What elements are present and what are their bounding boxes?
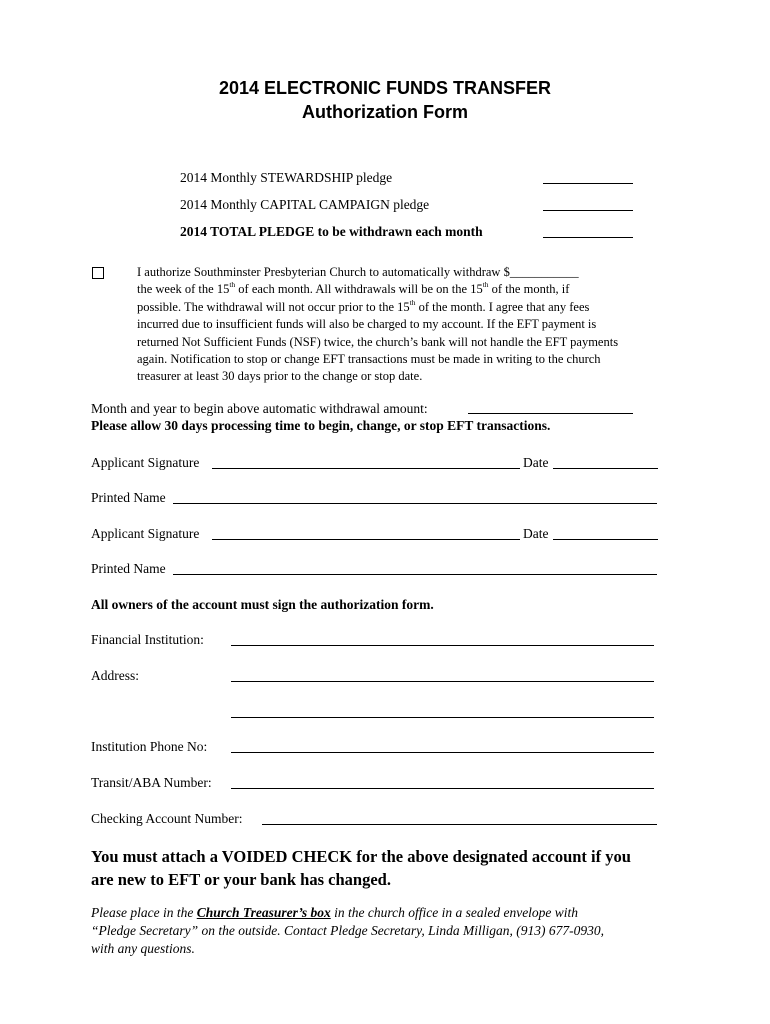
start-month-label: Month and year to begin above automatic withdrawal amount: <box>91 401 428 416</box>
checking-account-field[interactable] <box>262 824 657 825</box>
capital-pledge-label: 2014 Monthly CAPITAL CAMPAIGN pledge <box>180 197 430 212</box>
instructions <box>91 904 711 958</box>
applicant-signature-field[interactable] <box>212 539 520 540</box>
date-field[interactable] <box>553 539 658 540</box>
stewardship-pledge-field[interactable] <box>543 183 633 184</box>
voided-check-line: You must attach a VOIDED CHECK for the above designated account if you <box>91 847 631 866</box>
address-field-line2[interactable] <box>231 717 654 718</box>
authorization-line: possible. The withdrawal will not occur prior to the 15th of the month. I agree that any fees <box>137 297 590 314</box>
form-title: 2014 ELECTRONIC FUNDS TRANSFER <box>218 78 552 98</box>
instructions-line: Please place in the Church Treasurer’s box in the church office in a sealed envelope with <box>91 905 579 920</box>
printed-name-field[interactable] <box>173 574 657 575</box>
financial-institution-label: Financial Institution: <box>91 632 204 647</box>
applicant-signature-field[interactable] <box>212 468 520 469</box>
printed-name-field[interactable] <box>173 503 657 504</box>
applicant-signature-label: Applicant Signature <box>91 526 200 541</box>
address-field-line1[interactable] <box>231 681 654 682</box>
authorization-line: returned Not Sufficient Funds (NSF) twice, the church’s bank will not handle the EFT payments <box>137 334 619 349</box>
applicant-signature-label: Applicant Signature <box>91 455 200 470</box>
total-pledge-field[interactable] <box>543 237 633 238</box>
checking-account-label: Checking Account Number: <box>91 811 243 826</box>
form-subtitle: Authorization Form <box>302 102 468 122</box>
authorization-line: again. Notification to stop or change EFT transactions must be made in writing to the church <box>137 352 601 367</box>
owners-notice: All owners of the account must sign the authorization form. <box>91 597 434 612</box>
authorization-paragraph <box>137 264 697 386</box>
printed-name-label: Printed Name <box>91 490 166 505</box>
transit-aba-field[interactable] <box>231 788 654 789</box>
address-label: Address: <box>91 668 139 683</box>
date-field[interactable] <box>553 468 658 469</box>
institution-phone-field[interactable] <box>231 752 654 753</box>
authorize-checkbox[interactable] <box>92 267 104 279</box>
instructions-line: “Pledge Secretary” on the outside. Contact Pledge Secretary, Linda Milligan, (913) 677-0930, <box>91 923 605 938</box>
voided-check-line: are new to EFT or your bank has changed. <box>91 870 391 889</box>
authorization-line: treasurer at least 30 days prior to the change or stop date. <box>137 369 423 384</box>
authorization-line: I authorize Southminster Presbyterian Church to automatically withdraw $___________ <box>137 265 579 279</box>
start-month-field[interactable] <box>468 413 633 414</box>
printed-name-label: Printed Name <box>91 561 166 576</box>
financial-institution-field[interactable] <box>231 645 654 646</box>
stewardship-pledge-label: 2014 Monthly STEWARDSHIP pledge <box>180 170 393 185</box>
transit-aba-label: Transit/ABA Number: <box>91 775 212 790</box>
date-label: Date <box>523 455 549 470</box>
voided-check-notice <box>91 845 691 891</box>
date-label: Date <box>523 526 549 541</box>
institution-phone-label: Institution Phone No: <box>91 739 208 754</box>
authorization-line: the week of the 15th of each month. All withdrawals will be on the 15th of the month, if <box>137 280 570 297</box>
instructions-line: with any questions. <box>91 941 195 956</box>
treasurer-box-name: Church Treasurer’s box <box>196 905 331 920</box>
authorization-line: incurred due to insufficient funds will also be charged to my account. If the EFT payment is <box>137 317 597 332</box>
total-pledge-label: 2014 TOTAL PLEDGE to be withdrawn each month <box>180 224 483 239</box>
capital-pledge-field[interactable] <box>543 210 633 211</box>
processing-time-notice: Please allow 30 days processing time to begin, change, or stop EFT transactions. <box>91 418 551 433</box>
